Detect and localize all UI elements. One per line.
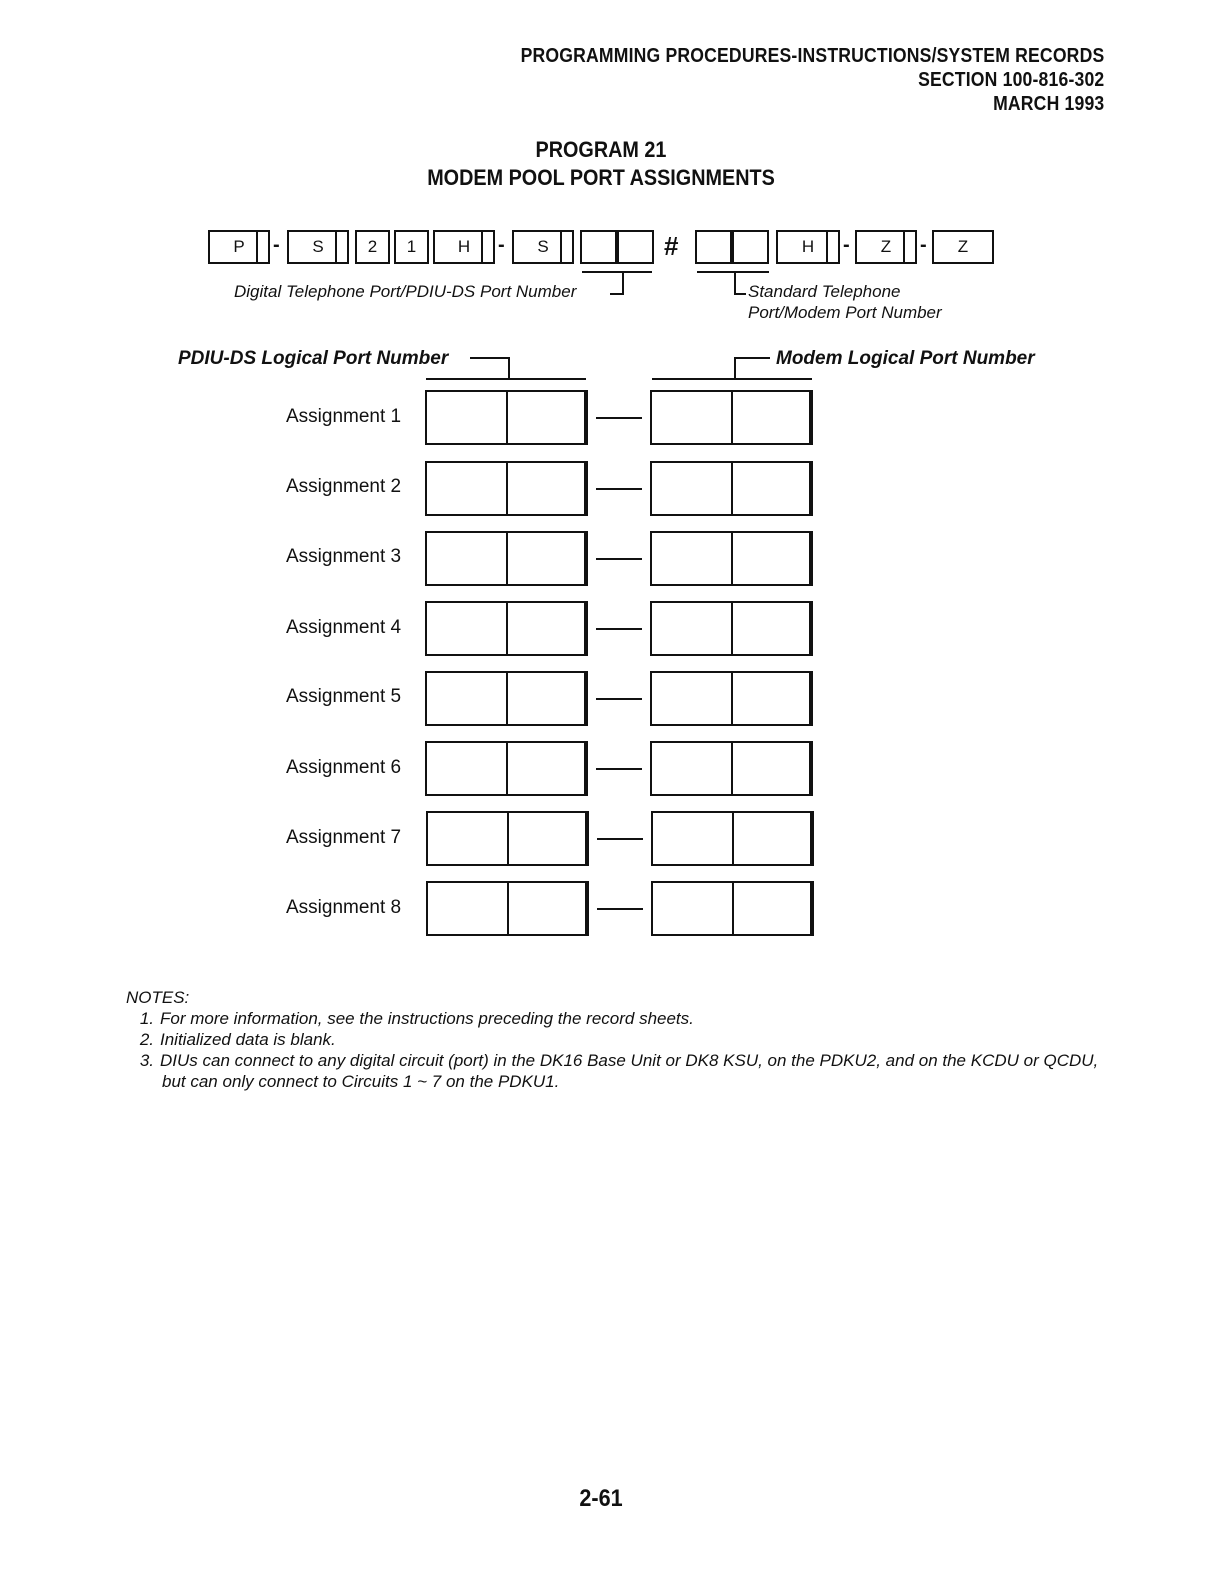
bracket-line	[610, 293, 624, 295]
assignment-label: Assignment 8	[286, 897, 402, 918]
key-dash: -	[273, 234, 280, 256]
bracket-line	[622, 273, 624, 295]
modem-port-entry[interactable]	[650, 461, 813, 516]
digital-port-caption: Digital Telephone Port/PDIU-DS Port Number	[234, 282, 577, 301]
assignment-label: Assignment 3	[286, 546, 402, 567]
key-box-blank	[695, 230, 732, 264]
row-dash	[597, 838, 643, 840]
row-dash	[596, 628, 642, 630]
bracket-line	[582, 271, 652, 273]
key-box-2: 2	[355, 230, 390, 264]
header-section: SECTION 100-816-302	[917, 69, 1104, 91]
key-box-s: S	[287, 230, 349, 264]
row-dash	[597, 908, 643, 910]
key-box-h: H	[433, 230, 495, 264]
notes-heading: NOTES:	[126, 988, 190, 1007]
key-dash: -	[498, 234, 505, 256]
key-box-z: Z	[855, 230, 917, 264]
pdiu-port-entry[interactable]	[425, 671, 588, 726]
heading-leader	[470, 357, 510, 359]
heading-leader	[734, 357, 736, 379]
pdiu-column-heading: PDIU-DS Logical Port Number	[178, 348, 449, 369]
program-title: MODEM POOL PORT ASSIGNMENTS	[427, 165, 775, 190]
assignment-label: Assignment 2	[286, 476, 402, 497]
row-dash	[596, 698, 642, 700]
assignment-label: Assignment 5	[286, 686, 402, 707]
note-item: 1. For more information, see the instructions preceding the record sheets.	[139, 1009, 694, 1028]
assignment-label: Assignment 6	[286, 757, 402, 778]
note-item: 3. DIUs can connect to any digital circuit (port) in the DK16 Base Unit or DK8 KSU, on the PDKU2, and on the KCDU or QCDU,	[139, 1051, 1099, 1070]
row-dash	[596, 417, 642, 419]
heading-leader	[652, 378, 812, 380]
key-box-blank	[617, 230, 654, 264]
notes-section	[126, 987, 1098, 1092]
modem-port-entry[interactable]	[651, 811, 814, 866]
header-title: PROGRAMMING PROCEDURES-INSTRUCTIONS/SYSTEM RECORDS	[520, 45, 1104, 67]
program-number: PROGRAM 21	[535, 137, 667, 162]
modem-column-heading: Modem Logical Port Number	[776, 348, 1035, 369]
standard-port-caption: Port/Modem Port Number	[748, 303, 942, 322]
pdiu-port-entry[interactable]	[425, 390, 588, 445]
row-dash	[596, 768, 642, 770]
key-box-h: H	[776, 230, 840, 264]
bracket-line	[734, 293, 746, 295]
key-box-s: S	[512, 230, 574, 264]
pdiu-port-entry[interactable]	[425, 531, 588, 586]
assignment-label: Assignment 7	[286, 827, 402, 848]
modem-port-entry[interactable]	[650, 531, 813, 586]
modem-port-entry[interactable]	[650, 671, 813, 726]
key-box-blank	[732, 230, 769, 264]
row-dash	[596, 488, 642, 490]
pdiu-port-entry[interactable]	[426, 811, 589, 866]
note-item-continuation: but can only connect to Circuits 1 ~ 7 on the PDKU1.	[162, 1072, 560, 1091]
running-header	[520, 44, 1104, 116]
bracket-line	[734, 273, 736, 295]
pdiu-port-entry[interactable]	[425, 741, 588, 796]
key-dash: -	[843, 234, 850, 256]
hash-key: #	[664, 231, 679, 261]
pdiu-port-entry[interactable]	[426, 881, 589, 936]
modem-port-entry[interactable]	[650, 741, 813, 796]
key-box-blank	[580, 230, 617, 264]
heading-leader	[426, 378, 586, 380]
bracket-line	[697, 271, 769, 273]
header-date: MARCH 1993	[992, 93, 1104, 115]
assignment-label: Assignment 1	[286, 406, 402, 427]
modem-port-entry[interactable]	[650, 601, 813, 656]
pdiu-port-entry[interactable]	[425, 461, 588, 516]
note-item: 2. Initialized data is blank.	[139, 1030, 336, 1049]
modem-port-entry[interactable]	[651, 881, 814, 936]
key-dash: -	[920, 234, 927, 256]
pdiu-port-entry[interactable]	[425, 601, 588, 656]
row-dash	[596, 558, 642, 560]
heading-leader	[734, 357, 770, 359]
page-number: 2-61	[579, 1485, 623, 1512]
key-box-z: Z	[932, 230, 994, 264]
modem-port-entry[interactable]	[650, 390, 813, 445]
heading-leader	[508, 357, 510, 379]
key-box-p: P	[208, 230, 270, 264]
standard-port-caption: Standard Telephone	[748, 282, 901, 301]
key-box-1: 1	[394, 230, 429, 264]
assignment-label: Assignment 4	[286, 617, 402, 638]
